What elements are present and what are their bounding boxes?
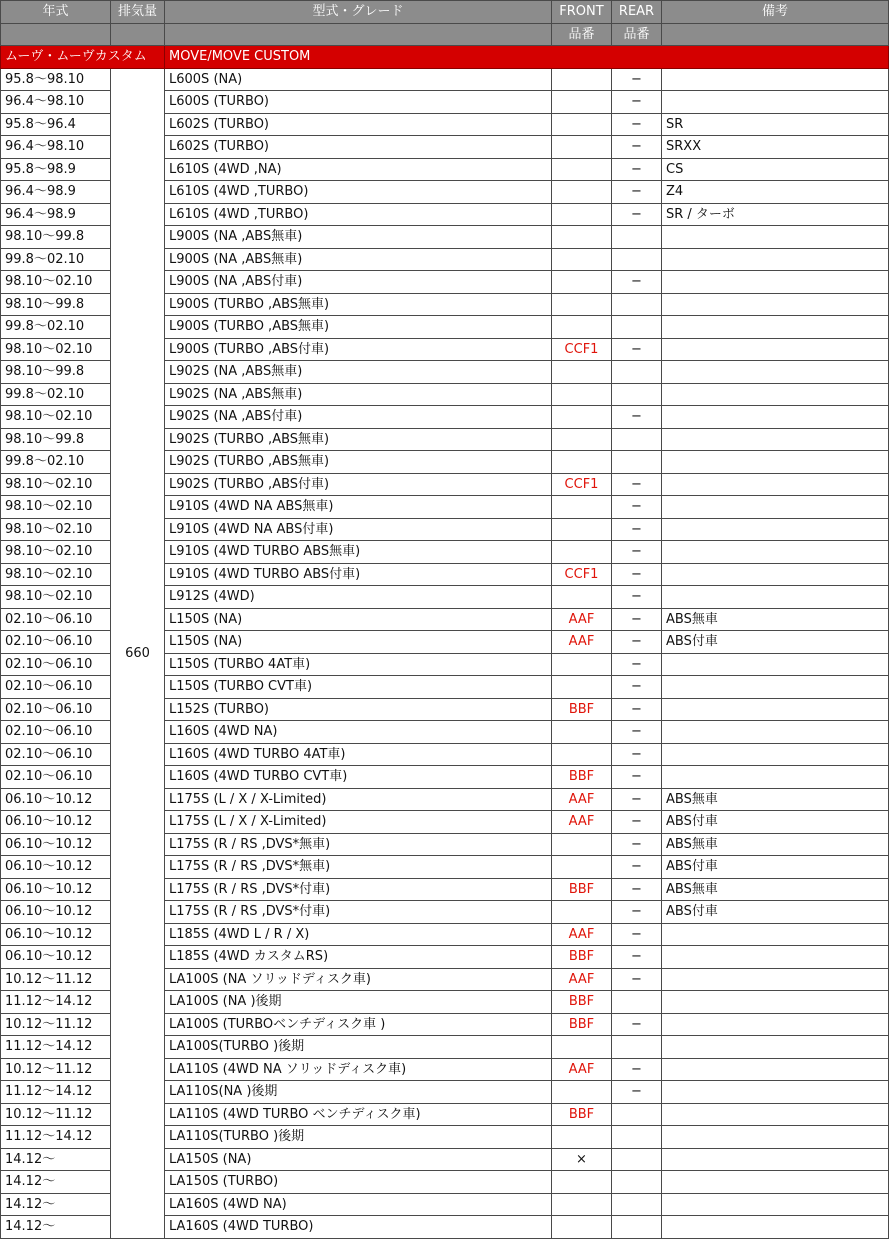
note-cell — [662, 226, 889, 249]
year-cell: 99.8～02.10 — [1, 248, 111, 271]
note-cell — [662, 473, 889, 496]
note-cell: SR — [662, 113, 889, 136]
front-part-cell — [552, 901, 612, 924]
note-cell — [662, 563, 889, 586]
front-part-cell — [552, 293, 612, 316]
front-part-cell — [552, 1216, 612, 1239]
note-cell: ABS付車 — [662, 631, 889, 654]
note-cell — [662, 968, 889, 991]
model-cell: LA110S(TURBO )後期 — [165, 1126, 552, 1149]
front-part-cell — [552, 428, 612, 451]
rear-part-cell: − — [612, 586, 662, 609]
rear-part-cell — [612, 428, 662, 451]
year-cell: 96.4～98.10 — [1, 91, 111, 114]
year-cell: 98.10～99.8 — [1, 226, 111, 249]
year-cell: 02.10～06.10 — [1, 631, 111, 654]
front-part-cell — [552, 68, 612, 91]
year-cell: 98.10～02.10 — [1, 586, 111, 609]
model-cell: L175S (R / RS ,DVS*付車) — [165, 901, 552, 924]
model-cell: L185S (4WD カスタムRS) — [165, 946, 552, 969]
section-title-jp: ムーヴ・ムーヴカスタム — [1, 46, 165, 69]
year-cell: 95.8～96.4 — [1, 113, 111, 136]
year-cell: 14.12～ — [1, 1193, 111, 1216]
front-part-cell — [552, 383, 612, 406]
note-cell — [662, 1216, 889, 1239]
year-cell: 98.10～02.10 — [1, 563, 111, 586]
front-part-cell — [552, 1126, 612, 1149]
model-cell: L175S (R / RS ,DVS*付車) — [165, 878, 552, 901]
front-part-cell: CCF1 — [552, 473, 612, 496]
model-cell: L610S (4WD ,TURBO) — [165, 203, 552, 226]
front-part-cell: AAF — [552, 968, 612, 991]
note-cell — [662, 991, 889, 1014]
year-cell: 06.10～10.12 — [1, 856, 111, 879]
header-model: 型式・グレード — [165, 1, 552, 24]
rear-part-cell — [612, 1126, 662, 1149]
rear-part-cell: − — [612, 1058, 662, 1081]
front-part-cell: BBF — [552, 698, 612, 721]
note-cell — [662, 271, 889, 294]
model-cell: LA100S (NA )後期 — [165, 991, 552, 1014]
year-cell: 98.10～99.8 — [1, 361, 111, 384]
front-part-cell — [552, 518, 612, 541]
front-part-cell: AAF — [552, 1058, 612, 1081]
rear-part-cell: − — [612, 721, 662, 744]
year-cell: 98.10～02.10 — [1, 473, 111, 496]
note-cell — [662, 698, 889, 721]
model-cell: L160S (4WD TURBO CVT車) — [165, 766, 552, 789]
rear-part-cell — [612, 991, 662, 1014]
note-cell — [662, 1036, 889, 1059]
note-cell — [662, 1013, 889, 1036]
rear-part-cell — [612, 383, 662, 406]
front-part-cell — [552, 158, 612, 181]
rear-part-cell — [612, 361, 662, 384]
year-cell: 06.10～10.12 — [1, 811, 111, 834]
year-cell: 11.12～14.12 — [1, 1126, 111, 1149]
header-year-blank — [1, 23, 111, 46]
year-cell: 95.8～98.9 — [1, 158, 111, 181]
table-header — [1, 1, 889, 46]
year-cell: 98.10～02.10 — [1, 496, 111, 519]
note-cell: ABS無車 — [662, 788, 889, 811]
front-part-cell: AAF — [552, 788, 612, 811]
rear-part-cell — [612, 248, 662, 271]
front-part-cell — [552, 653, 612, 676]
rear-part-cell: − — [612, 923, 662, 946]
year-cell: 02.10～06.10 — [1, 676, 111, 699]
note-cell — [662, 946, 889, 969]
rear-part-cell — [612, 1036, 662, 1059]
front-part-cell — [552, 451, 612, 474]
model-cell: L150S (NA) — [165, 608, 552, 631]
rear-part-cell: − — [612, 946, 662, 969]
model-cell: L600S (TURBO) — [165, 91, 552, 114]
front-part-cell — [552, 91, 612, 114]
model-cell: L910S (4WD TURBO ABS無車) — [165, 541, 552, 564]
note-cell — [662, 743, 889, 766]
rear-part-cell: − — [612, 541, 662, 564]
note-cell — [662, 293, 889, 316]
note-cell — [662, 496, 889, 519]
year-cell: 98.10～02.10 — [1, 406, 111, 429]
rear-part-cell: − — [612, 811, 662, 834]
model-cell: LA110S (4WD NA ソリッドディスク車) — [165, 1058, 552, 1081]
header-row — [1, 1, 889, 24]
front-part-cell — [552, 833, 612, 856]
note-cell — [662, 1126, 889, 1149]
year-cell: 99.8～02.10 — [1, 316, 111, 339]
front-part-cell — [552, 496, 612, 519]
year-cell: 98.10～99.8 — [1, 428, 111, 451]
model-cell: L902S (TURBO ,ABS付車) — [165, 473, 552, 496]
year-cell: 06.10～10.12 — [1, 833, 111, 856]
rear-part-cell: − — [612, 158, 662, 181]
note-cell — [662, 923, 889, 946]
front-part-cell: BBF — [552, 766, 612, 789]
front-part-cell: × — [552, 1148, 612, 1171]
note-cell — [662, 1193, 889, 1216]
year-cell: 98.10～99.8 — [1, 293, 111, 316]
note-cell — [662, 721, 889, 744]
front-part-cell — [552, 1081, 612, 1104]
front-part-cell — [552, 316, 612, 339]
model-cell: LA110S (4WD TURBO ベンチディスク車) — [165, 1103, 552, 1126]
header-model-blank — [165, 23, 552, 46]
front-part-cell — [552, 1193, 612, 1216]
year-cell: 02.10～06.10 — [1, 766, 111, 789]
note-cell — [662, 1058, 889, 1081]
header-notes-blank — [662, 23, 889, 46]
front-part-cell — [552, 586, 612, 609]
model-cell: L175S (R / RS ,DVS*無車) — [165, 856, 552, 879]
rear-part-cell: − — [612, 473, 662, 496]
header-front-part-no: 品番 — [552, 23, 612, 46]
table-row — [1, 68, 889, 91]
model-cell: L910S (4WD NA ABS付車) — [165, 518, 552, 541]
note-cell — [662, 541, 889, 564]
rear-part-cell: − — [612, 68, 662, 91]
model-cell: L602S (TURBO) — [165, 113, 552, 136]
rear-part-cell: − — [612, 788, 662, 811]
rear-part-cell: − — [612, 608, 662, 631]
header-front: FRONT — [552, 1, 612, 24]
model-cell: L912S (4WD) — [165, 586, 552, 609]
rear-part-cell: − — [612, 406, 662, 429]
model-cell: L900S (TURBO ,ABS無車) — [165, 316, 552, 339]
front-part-cell — [552, 248, 612, 271]
model-cell: L900S (NA ,ABS付車) — [165, 271, 552, 294]
rear-part-cell — [612, 451, 662, 474]
rear-part-cell: − — [612, 563, 662, 586]
rear-part-cell: − — [612, 653, 662, 676]
year-cell: 95.8～98.10 — [1, 68, 111, 91]
year-cell: 14.12～ — [1, 1216, 111, 1239]
header-year: 年式 — [1, 1, 111, 24]
model-cell: L600S (NA) — [165, 68, 552, 91]
model-cell: L175S (L / X / X-Limited) — [165, 811, 552, 834]
model-cell: L902S (NA ,ABS無車) — [165, 361, 552, 384]
note-cell — [662, 361, 889, 384]
model-cell: LA100S (NA ソリッドディスク車) — [165, 968, 552, 991]
note-cell: SR / ターボ — [662, 203, 889, 226]
rear-part-cell: − — [612, 91, 662, 114]
rear-part-cell: − — [612, 1013, 662, 1036]
front-part-cell — [552, 136, 612, 159]
rear-part-cell: − — [612, 631, 662, 654]
table-body — [1, 46, 889, 1239]
model-cell: L610S (4WD ,TURBO) — [165, 181, 552, 204]
year-cell: 99.8～02.10 — [1, 383, 111, 406]
front-part-cell — [552, 1171, 612, 1194]
model-cell: L160S (4WD TURBO 4AT車) — [165, 743, 552, 766]
note-cell — [662, 451, 889, 474]
front-part-cell: CCF1 — [552, 338, 612, 361]
year-cell: 96.4～98.9 — [1, 181, 111, 204]
rear-part-cell — [612, 1103, 662, 1126]
front-part-cell — [552, 721, 612, 744]
year-cell: 11.12～14.12 — [1, 991, 111, 1014]
model-cell: L910S (4WD NA ABS無車) — [165, 496, 552, 519]
front-part-cell — [552, 743, 612, 766]
year-cell: 10.12～11.12 — [1, 1103, 111, 1126]
year-cell: 02.10～06.10 — [1, 743, 111, 766]
year-cell: 96.4～98.9 — [1, 203, 111, 226]
header-rear-part-no: 品番 — [612, 23, 662, 46]
year-cell: 98.10～02.10 — [1, 541, 111, 564]
model-cell: L602S (TURBO) — [165, 136, 552, 159]
header-rear: REAR — [612, 1, 662, 24]
year-cell: 06.10～10.12 — [1, 946, 111, 969]
model-cell: LA150S (TURBO) — [165, 1171, 552, 1194]
displacement-cell: 660 — [111, 68, 165, 1238]
year-cell: 06.10～10.12 — [1, 878, 111, 901]
front-part-cell — [552, 113, 612, 136]
year-cell: 98.10～02.10 — [1, 338, 111, 361]
note-cell: ABS無車 — [662, 878, 889, 901]
year-cell: 02.10～06.10 — [1, 698, 111, 721]
front-part-cell: AAF — [552, 608, 612, 631]
rear-part-cell: − — [612, 968, 662, 991]
year-cell: 02.10～06.10 — [1, 653, 111, 676]
year-cell: 10.12～11.12 — [1, 1013, 111, 1036]
rear-part-cell — [612, 293, 662, 316]
model-cell: L910S (4WD TURBO ABS付車) — [165, 563, 552, 586]
note-cell: ABS付車 — [662, 811, 889, 834]
front-part-cell: BBF — [552, 1103, 612, 1126]
rear-part-cell: − — [612, 271, 662, 294]
rear-part-cell: − — [612, 113, 662, 136]
year-cell: 96.4～98.10 — [1, 136, 111, 159]
model-cell: L160S (4WD NA) — [165, 721, 552, 744]
note-cell — [662, 1081, 889, 1104]
year-cell: 06.10～10.12 — [1, 788, 111, 811]
rear-part-cell — [612, 1171, 662, 1194]
year-cell: 11.12～14.12 — [1, 1081, 111, 1104]
model-cell: LA150S (NA) — [165, 1148, 552, 1171]
front-part-cell — [552, 856, 612, 879]
note-cell — [662, 248, 889, 271]
note-cell: ABS付車 — [662, 856, 889, 879]
front-part-cell: BBF — [552, 991, 612, 1014]
year-cell: 14.12～ — [1, 1148, 111, 1171]
rear-part-cell: − — [612, 518, 662, 541]
front-part-cell: BBF — [552, 946, 612, 969]
front-part-cell: BBF — [552, 878, 612, 901]
front-part-cell — [552, 406, 612, 429]
front-part-cell — [552, 361, 612, 384]
rear-part-cell: − — [612, 698, 662, 721]
note-cell: ABS無車 — [662, 608, 889, 631]
model-cell: L902S (TURBO ,ABS無車) — [165, 428, 552, 451]
front-part-cell — [552, 203, 612, 226]
front-part-cell — [552, 226, 612, 249]
note-cell — [662, 316, 889, 339]
front-part-cell: CCF1 — [552, 563, 612, 586]
model-cell: L175S (L / X / X-Limited) — [165, 788, 552, 811]
year-cell: 02.10～06.10 — [1, 608, 111, 631]
model-cell: L900S (TURBO ,ABS無車) — [165, 293, 552, 316]
header-displacement: 排気量 — [111, 1, 165, 24]
year-cell: 10.12～11.12 — [1, 968, 111, 991]
year-cell: 98.10～02.10 — [1, 518, 111, 541]
year-cell: 98.10～02.10 — [1, 271, 111, 294]
note-cell — [662, 383, 889, 406]
model-cell: L902S (NA ,ABS無車) — [165, 383, 552, 406]
rear-part-cell: − — [612, 496, 662, 519]
section-row — [1, 46, 889, 69]
year-cell: 02.10～06.10 — [1, 721, 111, 744]
model-cell: L152S (TURBO) — [165, 698, 552, 721]
rear-part-cell: − — [612, 901, 662, 924]
year-cell: 06.10～10.12 — [1, 901, 111, 924]
note-cell — [662, 428, 889, 451]
rear-part-cell: − — [612, 181, 662, 204]
header-notes: 備考 — [662, 1, 889, 24]
model-cell: L185S (4WD L / R / X) — [165, 923, 552, 946]
note-cell: Z4 — [662, 181, 889, 204]
note-cell — [662, 406, 889, 429]
header-subrow — [1, 23, 889, 46]
note-cell: CS — [662, 158, 889, 181]
front-part-cell — [552, 271, 612, 294]
note-cell — [662, 766, 889, 789]
section-title-en: MOVE/MOVE CUSTOM — [165, 46, 889, 69]
model-cell: L150S (TURBO 4AT車) — [165, 653, 552, 676]
note-cell — [662, 1103, 889, 1126]
front-part-cell — [552, 1036, 612, 1059]
model-cell: L150S (NA) — [165, 631, 552, 654]
model-cell: L902S (TURBO ,ABS無車) — [165, 451, 552, 474]
note-cell — [662, 338, 889, 361]
year-cell: 10.12～11.12 — [1, 1058, 111, 1081]
year-cell: 11.12～14.12 — [1, 1036, 111, 1059]
front-part-cell — [552, 676, 612, 699]
front-part-cell: AAF — [552, 923, 612, 946]
rear-part-cell: − — [612, 856, 662, 879]
note-cell — [662, 1148, 889, 1171]
model-cell: LA100S (TURBOベンチディスク車 ) — [165, 1013, 552, 1036]
rear-part-cell: − — [612, 136, 662, 159]
rear-part-cell: − — [612, 766, 662, 789]
year-cell: 06.10～10.12 — [1, 923, 111, 946]
model-cell: L610S (4WD ,NA) — [165, 158, 552, 181]
rear-part-cell — [612, 1216, 662, 1239]
note-cell — [662, 586, 889, 609]
model-cell: L175S (R / RS ,DVS*無車) — [165, 833, 552, 856]
note-cell — [662, 91, 889, 114]
note-cell: ABS無車 — [662, 833, 889, 856]
note-cell — [662, 653, 889, 676]
front-part-cell: BBF — [552, 1013, 612, 1036]
header-displacement-blank — [111, 23, 165, 46]
model-cell: L902S (NA ,ABS付車) — [165, 406, 552, 429]
model-cell: L900S (TURBO ,ABS付車) — [165, 338, 552, 361]
note-cell — [662, 518, 889, 541]
model-cell: L900S (NA ,ABS無車) — [165, 248, 552, 271]
note-cell — [662, 68, 889, 91]
front-part-cell: AAF — [552, 811, 612, 834]
rear-part-cell: − — [612, 833, 662, 856]
model-cell: LA160S (4WD NA) — [165, 1193, 552, 1216]
rear-part-cell: − — [612, 203, 662, 226]
note-cell — [662, 1171, 889, 1194]
model-cell: LA100S(TURBO )後期 — [165, 1036, 552, 1059]
model-cell: LA110S(NA )後期 — [165, 1081, 552, 1104]
rear-part-cell: − — [612, 878, 662, 901]
rear-part-cell: − — [612, 676, 662, 699]
front-part-cell — [552, 541, 612, 564]
model-cell: L900S (NA ,ABS無車) — [165, 226, 552, 249]
year-cell: 14.12～ — [1, 1171, 111, 1194]
model-cell: LA160S (4WD TURBO) — [165, 1216, 552, 1239]
note-cell: SRXX — [662, 136, 889, 159]
note-cell — [662, 676, 889, 699]
rear-part-cell — [612, 1193, 662, 1216]
rear-part-cell: − — [612, 1081, 662, 1104]
rear-part-cell: − — [612, 743, 662, 766]
year-cell: 99.8～02.10 — [1, 451, 111, 474]
note-cell: ABS付車 — [662, 901, 889, 924]
rear-part-cell — [612, 226, 662, 249]
rear-part-cell: − — [612, 338, 662, 361]
rear-part-cell — [612, 1148, 662, 1171]
front-part-cell — [552, 181, 612, 204]
front-part-cell: AAF — [552, 631, 612, 654]
model-cell: L150S (TURBO CVT車) — [165, 676, 552, 699]
rear-part-cell — [612, 316, 662, 339]
